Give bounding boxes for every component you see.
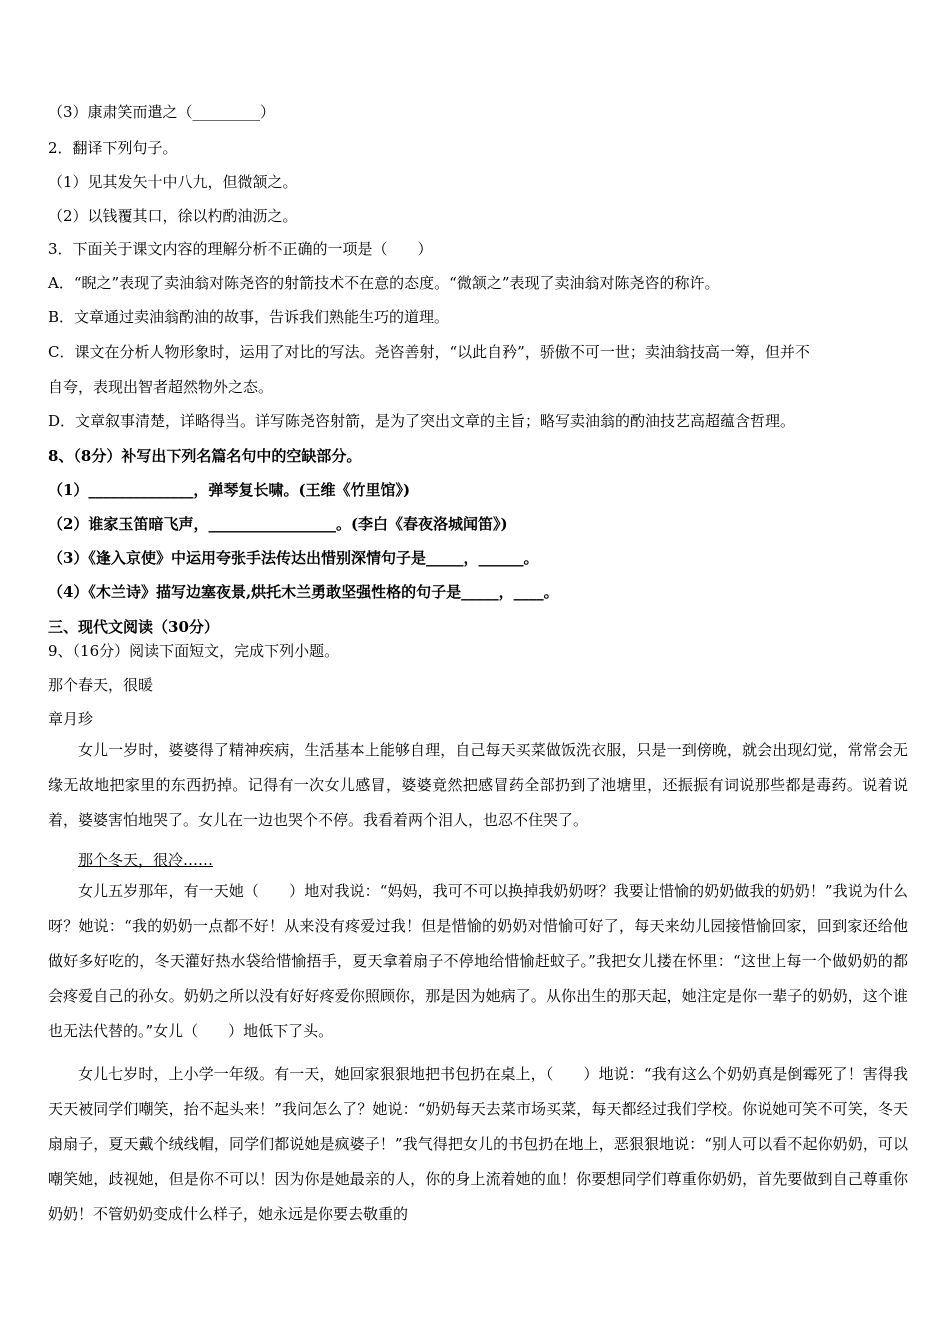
paragraph-text: 女儿一岁时，婆婆得了精神疾病，生活基本上能够自理，自己每天买菜做饭洗衣服，只是一到傍晚，就会出现幻觉，常常会无缘无故地把家里的东西扔掉。记得有一次女儿感冒，婆婆竟然把感冒药全部扔到了池塘里，还振振有词说那些都是毒药。说着说着，婆婆害怕地哭了。女儿在一边也哭个不停。我看着两个泪人，也忍不住哭了。 (48, 741, 908, 829)
q8-item2: （2）谁家玉笛暗飞声，_________________。(李白《春夜洛城闻笛》) (48, 515, 508, 533)
q3-option-b: B．文章通过卖油翁酌油的故事，告诉我们熟能生巧的道理。 (48, 308, 450, 326)
q9-title: 9、（16分）阅读下面短文，完成下列小题。 (48, 642, 340, 660)
article-paragraph-2 (48, 874, 908, 1049)
article-paragraph-1 (48, 733, 908, 838)
q8-item3: （3）《逢入京使》中运用夸张手法传达出惜别深情句子是_____，______。 (48, 549, 539, 567)
q3-option-a: A．“睨之”表现了卖油翁对陈尧咨的射箭技术不在意的态度。“微颔之”表现了卖油翁对陈尧咨的称许。 (48, 274, 720, 292)
article-subheading: 那个冬天，很冷…… (78, 851, 214, 869)
q2-item2: （2）以钱覆其口，徐以杓酌油沥之。 (48, 207, 298, 225)
article-author: 章月珍 (48, 710, 94, 728)
article-title: 那个春天，很暖 (48, 676, 154, 694)
q3-option-c-line1: C．课文在分析人物形象时，运用了对比的写法。尧咨善射，“以此自矜”，骄傲不可一世；卖油翁技高一筹，但并不 (48, 343, 810, 361)
q1-item3: （3）康肃笑而遣之（_________） (48, 103, 276, 121)
q2-title: 2．翻译下列句子。 (48, 139, 178, 157)
q8-item4: （4）《木兰诗》描写边塞夜景,烘托木兰勇敢坚强性格的句子是_____，____。 (48, 583, 559, 601)
q3-title: 3．下面关于课文内容的理解分析不正确的一项是（ ） (48, 240, 433, 258)
article-paragraph-3 (48, 1057, 908, 1232)
paragraph-text: 女儿七岁时，上小学一年级。有一天，她回家狠狠地把书包扔在桌上，（ ）地说：“我有这么个奶奶真是倒霉死了！害得我天天被同学们嘲笑，抬不起头来！”我问怎么了？她说：“奶奶每天去菜市场买菜，每天都经过我们学校。你说她可笑不可笑，冬天扇扇子，夏天戴个绒线帽，同学们都说她是疯婆子！”我气得把女儿的书包扔在地上，恶狠狠地说：“别人可以看不起你奶奶，可以嘲笑她，歧视她，但是你不可以！因为你是她最亲的人，你的身上流着她的血！你要想同学们尊重你奶奶，首先要做到自己尊重你奶奶！不管奶奶变成什么样子，她永远是你要去敬重的 (48, 1065, 908, 1223)
q2-item1: （1）见其发矢十中八九，但微颔之。 (48, 173, 298, 191)
q3-option-d: D．文章叙事清楚，详略得当。详写陈尧咨射箭，是为了突出文章的主旨；略写卖油翁的酌油技艺高超蕴含哲理。 (48, 412, 796, 430)
q3-option-c-line2: 自夸，表现出智者超然物外之态。 (48, 378, 274, 396)
section-heading: 三、现代文阅读（30分） (48, 618, 219, 636)
q8-title: 8、（8分）补写出下列名篇名句中的空缺部分。 (48, 447, 362, 465)
paragraph-text: 女儿五岁那年，有一天她（ ）地对我说：“妈妈，我可不可以换掉我奶奶呀？我要让惜愉的奶奶做我的奶奶！”我说为什么呀？她说：“我的奶奶一点都不好！从来没有疼爱过我！但是惜愉的奶奶对惜愉可好了，每天来幼儿园接惜愉回家，回到家还给他做好多好吃的，冬天灌好热水袋给惜愉捂手，夏天拿着扇子不停地给惜愉赶蚊子。”我把女儿搂在怀里：“这世上每一个做奶奶的都会疼爱自己的孙女。奶奶之所以没有好好疼爱你照顾你，那是因为她病了。从你出生的那天起，她注定是你一辈子的奶奶，这个谁也无法代替的。”女儿（ ）地低下了头。 (48, 882, 908, 1040)
q8-item1: （1）______________，弹琴复长啸。(王维《竹里馆》) (48, 481, 411, 499)
